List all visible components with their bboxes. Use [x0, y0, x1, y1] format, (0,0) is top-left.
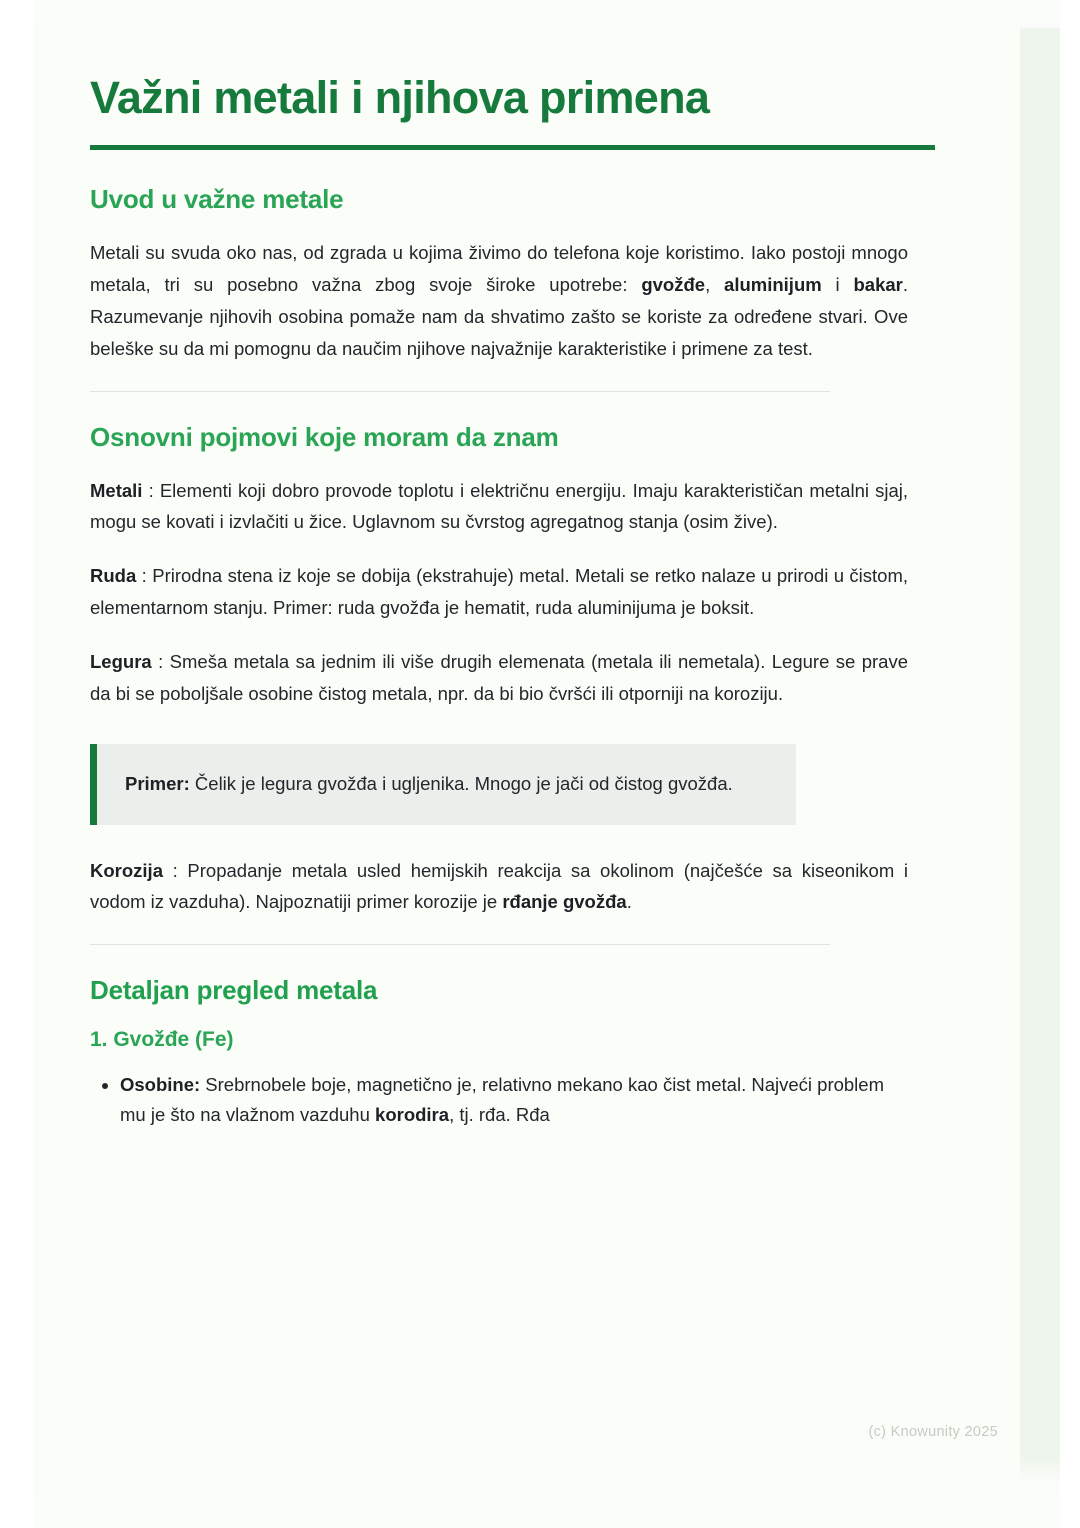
example-callout: [90, 744, 796, 825]
intro-bold-iron: gvožđe: [641, 274, 706, 296]
bullet-label-osobine: Osobine:: [120, 1074, 201, 1096]
list-item: [120, 1070, 908, 1130]
watermark: (c) Knowunity 2025: [868, 1424, 998, 1440]
term-separator-legura: :: [151, 650, 170, 672]
bullet-text-b: , tj. rđa. Rđa: [449, 1104, 550, 1126]
term-korozija: [90, 855, 908, 919]
term-definition-korozija-b: .: [626, 891, 632, 913]
page-title: Važni metali i njihova primena: [90, 72, 710, 123]
intro-bold-copper: bakar: [853, 274, 903, 296]
term-definition-metali: Elementi koji dobro provode toplotu i električnu energiju. Imaju karakterističan metalni sjaj, mogu se kovati i izvlačiti u žice. Uglavnom su čvrstog agregatnog stanja (osim žive).: [90, 479, 909, 533]
intro-text-1: Metali su svuda oko nas, od zgrada u kojima živimo do telefona koje koristimo. Iako postoji mnogo metala, tri su posebno važna zbog svoje široke upotrebe:: [90, 242, 908, 296]
intro-text-4: . Razumevanje njihovih osobina pomaže nam da shvatimo zašto se koriste za određene stvari. Ove beleške su da mi pomognu da naučim njihove najvažnije karakteristike i primene za test.: [90, 274, 909, 359]
title-underline: [90, 145, 935, 150]
term-label-ruda: Ruda: [90, 565, 137, 587]
example-callout-body: Čelik je legura gvožđa i ugljenika. Mnogo je jači od čistog gvožđa.: [189, 772, 733, 794]
term-separator-korozija: :: [162, 859, 188, 881]
section-heading-intro: Uvod u važne metale: [90, 184, 344, 215]
intro-bold-aluminium: aluminijum: [724, 274, 822, 296]
section-heading-terms: Osnovni pojmovi koje moram da znam: [90, 421, 559, 452]
example-callout-text: [125, 768, 766, 799]
section-divider-2: [90, 944, 830, 945]
term-label-legura: Legura: [90, 650, 152, 672]
section-divider-1: [90, 391, 830, 392]
subsection-heading-iron: 1. Gvožđe (Fe): [90, 1028, 234, 1052]
term-korozija-bold: rđanje gvožđa: [502, 891, 627, 913]
bullet-text-a: Srebrnobele boje, magnetično je, relativno mekano kao čist metal. Najveći problem mu je što na vlažnom vazduhu: [120, 1074, 884, 1126]
document-sheet: [34, 28, 1060, 1492]
intro-paragraph: [90, 237, 908, 364]
term-label-korozija: Korozija: [90, 859, 163, 881]
term-definition-legura: Smeša metala sa jednim ili više drugih elemenata (metala ili nemetala). Legure se prave da bi se poboljšale osobine čistog metala, npr. da bi bio čvršći ili otporniji na koroziju.: [90, 650, 909, 704]
term-definition-korozija-a: Propadanje metala usled hemijskih reakcija sa okolinom (najčešće sa kiseonikom i vodom iz vazduha). Najpoznatiji primer korozije je: [90, 859, 909, 913]
page-right-margin-strip: [1020, 28, 1060, 1492]
overview-bullet-list: [90, 1070, 908, 1130]
section-heading-overview: Detaljan pregled metala: [90, 975, 378, 1006]
term-label-metali: Metali: [90, 479, 143, 501]
term-ruda: [90, 560, 908, 624]
intro-text-2: ,: [705, 274, 725, 296]
term-legura: [90, 646, 908, 710]
term-metali: [90, 475, 908, 539]
document-content: [90, 73, 908, 1136]
bullet-bold-korodira: korodira: [375, 1104, 450, 1126]
intro-text-3: i: [821, 274, 854, 296]
example-callout-label: Primer:: [125, 772, 190, 794]
term-separator-metali: :: [142, 479, 160, 501]
term-separator-ruda: :: [136, 565, 153, 587]
term-definition-ruda: Prirodna stena iz koje se dobija (ekstrahuje) metal. Metali se retko nalaze u prirodi u čistom, elementarnom stanju. Primer: ruda gvožđa je hematit, ruda aluminijuma je boksit.: [90, 565, 909, 619]
